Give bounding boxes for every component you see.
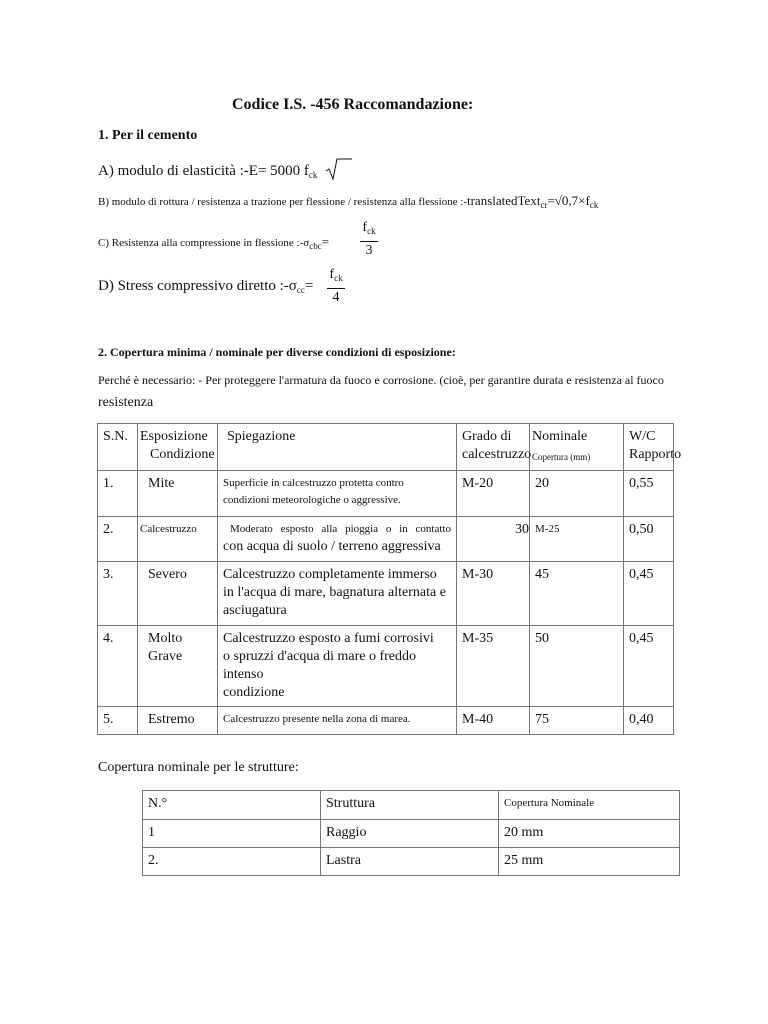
formula-c [98, 234, 329, 251]
row-2-explanation-b: con acqua di suolo / terreno aggressiva [223, 539, 441, 554]
row-1-exposure: Mite [138, 471, 218, 517]
section-2-note-line1: Perché è necessario: - Per proteggere l'armatura da fuoco e corrosione. (cioè, per garantire durata e resistenza al fuoco [98, 373, 664, 387]
row-4-explanation-c: condizione [223, 685, 285, 700]
header-exposure-line2: Condizione [150, 447, 215, 462]
header-exposure-line1: Esposizione [140, 429, 208, 444]
table-row [98, 562, 674, 626]
row-5-sn: 5. [98, 707, 138, 735]
table-row [98, 517, 674, 562]
fraction-d-num-sub: ck [334, 273, 343, 283]
header-wc-line1: W/C [629, 429, 656, 444]
fraction-d-den: 4 [332, 290, 340, 305]
formula-d-sub: cc [296, 285, 305, 295]
header-wc [624, 424, 682, 471]
header-explanation: Spiegazione [218, 424, 457, 471]
table-row [98, 471, 674, 517]
header-nominal-line2: Copertura (mm) [532, 452, 591, 462]
row-2-cover: 30 [457, 517, 530, 562]
header-grade-line1: Grado di [462, 429, 512, 444]
nominal-table-header [143, 791, 680, 820]
row-4-explanation-a: Calcestruzzo esposto a fumi corrosivi [223, 631, 434, 646]
section-2-note-line2: resistenza [98, 395, 154, 410]
formula-b-tail: translatedText [466, 193, 541, 208]
nominal-table [142, 790, 680, 876]
fraction-c [360, 220, 378, 259]
row-3-sn: 3. [98, 562, 138, 626]
row-4-cover: 50 [530, 626, 624, 707]
row-2-explanation [218, 517, 457, 562]
table-row [143, 848, 680, 876]
row-2-grade: M-25 [530, 517, 624, 562]
row-4-explanation-b: o spruzzi d'acqua di mare o freddo intenso [223, 649, 416, 682]
formula-d-text: D) Stress compressivo diretto :-σ [98, 278, 297, 294]
row-4-explanation [218, 626, 457, 707]
row-5-explanation: Calcestruzzo presente nella zona di marea. [218, 707, 457, 735]
table-row [143, 820, 680, 848]
row-4-wc: 0,45 [624, 626, 674, 707]
row-3-wc: 0,45 [624, 562, 674, 626]
formula-b-text: B) modulo di rottura / resistenza a trazione per flessione / resistenza alla flessione :- [98, 196, 467, 208]
fraction-c-den: 3 [365, 243, 373, 258]
row-2-wc: 0,50 [624, 517, 674, 562]
formula-b-tail-sub: cr [540, 200, 548, 210]
fraction-d-num: f [329, 267, 335, 282]
row-5-wc: 0,40 [624, 707, 674, 735]
row-1-cover: 20 [530, 471, 624, 517]
nominal-header-structure: Struttura [321, 791, 499, 820]
row-1-wc: 0,55 [624, 471, 674, 517]
row-5-cover: 75 [530, 707, 624, 735]
row-4-exposure-a: Molto [148, 631, 183, 646]
formula-b-formula: =√0,7×f [547, 193, 590, 208]
nominal-header-cover: Copertura Nominale [499, 791, 680, 820]
header-nominal [530, 424, 624, 471]
row-2-sn: 2. [98, 517, 138, 562]
row-4-grade: M-35 [457, 626, 530, 707]
formula-a [98, 157, 353, 186]
sqrt-icon [325, 157, 353, 186]
formula-c-eq: = [321, 234, 330, 249]
header-grade-line2: calcestruzzo [462, 447, 532, 462]
formula-c-sub: cbc [309, 241, 322, 251]
nominal-row-1-no: 1 [143, 820, 321, 848]
nominal-row-2-cover: 25 mm [499, 848, 680, 876]
formula-d-eq: = [304, 278, 314, 294]
row-3-grade: M-30 [457, 562, 530, 626]
nominal-row-2-no: 2. [143, 848, 321, 876]
row-4-sn: 4. [98, 626, 138, 707]
fraction-d [327, 267, 345, 306]
formula-b-formula-sub: ck [589, 200, 599, 210]
exposure-table-header [98, 424, 674, 471]
row-4-exposure [138, 626, 218, 707]
exposure-table [97, 423, 682, 735]
nominal-row-2-structure: Lastra [321, 848, 499, 876]
page-title: Codice I.S. -456 Raccomandazione: [232, 96, 474, 113]
nominal-row-1-cover: 20 mm [499, 820, 680, 848]
fraction-c-num: f [362, 220, 368, 235]
nominal-row-1-structure: Raggio [321, 820, 499, 848]
row-1-grade: M-20 [457, 471, 530, 517]
row-3-exposure: Severo [138, 562, 218, 626]
row-1-sn: 1. [98, 471, 138, 517]
row-1-explanation: Superficie in calcestruzzo protetta contro condizioni meteorologiche o aggressive. [218, 471, 457, 517]
row-2-exposure: Calcestruzzo [138, 517, 218, 562]
formula-a-text: A) modulo di elasticità :-E= 5000 f [98, 162, 309, 179]
header-exposure [138, 424, 218, 471]
nominal-header-no: N.° [143, 791, 321, 820]
row-5-grade: M-40 [457, 707, 530, 735]
header-nominal-line1: Nominale [532, 429, 588, 444]
nominal-heading: Copertura nominale per le strutture: [98, 760, 299, 775]
row-2-explanation-a: Moderato esposto alla pioggia o in contatto [230, 523, 451, 535]
row-4-exposure-b: Grave [148, 649, 183, 664]
header-grade [457, 424, 530, 471]
formula-d [98, 278, 313, 295]
header-wc-line2: Rapporto [629, 447, 682, 462]
row-3-cover: 45 [530, 562, 624, 626]
row-3-explanation: Calcestruzzo completamente immerso in l'acqua di mare, bagnatura alternata e asciugatura [218, 562, 457, 626]
row-5-exposure: Estremo [138, 707, 218, 735]
formula-c-text: C) Resistenza alla compressione in flessione :-σ [98, 237, 310, 249]
fraction-c-num-sub: ck [367, 226, 376, 236]
formula-a-sub: ck [308, 169, 318, 180]
table-row [98, 707, 674, 735]
table-row [98, 626, 674, 707]
section-2-heading: 2. Copertura minima / nominale per diverse condizioni di esposizione: [98, 345, 456, 359]
header-sn: S.N. [98, 424, 138, 471]
formula-b [98, 193, 598, 210]
section-1-heading: 1. Per il cemento [98, 128, 198, 143]
